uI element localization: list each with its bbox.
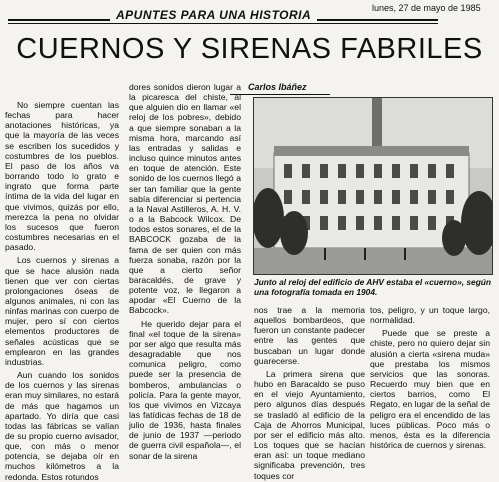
article-paragraph: Los cuernos y sirenas a que se hace alusión nada tienen que ver con ciertas prolongaciones óseas de algunos animales, ni con las ninfas marinas con cuerpo de mujer, pero sí con ciertos elementos productores de señales acústicas que se emplearon en las grandes industrias. [5,255,119,367]
article-paragraph: Aun cuando los sonidos de los cuernos y las sirenas eran muy similares, no estará de más que hagamos un apartado. Yo diría que casi todas las fábricas se valían de su propio cuerno avisador, que, con más o menor potencia, se dejaba oír en muchos kilómetros a la redonda. Estos rotundos [5,370,119,482]
article-column-2 [129,82,241,461]
historic-building-photo [253,97,493,275]
header-rule-thin [8,23,438,24]
article-paragraph: La primera sirena que hubo en Baracaldo se puso en el viejo Ayuntamiento, pero algunos días después se trasladó al edificio de la Caja de Ahorros Municipal, por ser el edificio más alto. Los toques que se hacían eran así: un toque mediano significaba prevención, tres toques cor [254,368,365,481]
article-paragraph: dores sonidos dieron lugar a la picaresca del chiste, al que alguien dio en llamar «el reloj de los pobres», debido a que siempre sonaban a la misma hora, marcando así las entradas y salidas e incluso quince minutos antes en toque de atención. Este sonido de los cuernos llegó a ser tan familiar que la gente sabía diferenciar si pertencia a la Naval Astilleros, A. H. V. o a la Babcock Wilcox. De todos estos sonares, el de la BABCOCK gozaba de la fama de ser quien con más fuerza sonaba, razón por la que a cierto señor baracaldés, de grave y potente voz, le llegaron a apodar «El Cuerno de la Babcock». [129,82,241,316]
byline-rule [230,94,330,95]
building-photo-image [254,98,492,274]
article-paragraph: nos trae a la memoria aquellos bombardeos, que fueron un constante padecer entre las gentes que buscaban un lugar donde guarecerse. [254,305,365,366]
article-column-1 [5,100,119,482]
photo-caption: Junto al reloj del edificio de AHV estaba el «cuerno», según una fotografía tomada en 1904. [254,277,492,297]
article-title: CUERNOS Y SIRENAS FABRILES [16,33,483,65]
article-paragraph: He querido dejar para el final «el toque de la sirena» por ser algo que resulta más desagradable que nos comunica peligro, como puede ser la presencia de bomberos, ambulancias o policía. Para la gente mayor, los que vivimos en Vizcaya las fatídicas fechas de 18 de julio de 1936, hasta finales de junio de 1937 —periodo de guerra civil española—, el sonar de la sirena [129,318,241,461]
article-paragraph: Puede que se preste a chiste, pero no quiero dejar sin alusión a cierta «sirena muda» que prestaba los mismos servicios que las sonoras. Recuerdo muy bien que en ciertos barrios, como El Regato, en lugar de la señal de peligro era el encendido de las luces públicas. Poco más o menos, ésta es la diferencia histórica de cuernos y sirenas. [370,328,490,451]
article-column-3 [254,305,365,481]
article-paragraph: tos, peligro, y un toque largo, normalidad. [370,305,490,326]
page-header [0,0,499,30]
article-paragraph: No siempre cuentan las fechas para hacer anotaciones históricas, ya que la mayoría de las veces se escriben los sucedidos y costumbres de los pueblos. El paso de los años va borrando todo lo grato e ingrato que forma parte íntima de la vida del lugar en que vivimos, quizás por ello, merezca la pena no olvidar los sucesos que fueron costumbres necesarias en el pasado. [5,100,119,253]
publication-date: lunes, 27 de mayo de 1985 [372,3,481,13]
article-author: Carlos Ibáñez [248,82,307,92]
article-column-4 [370,305,490,450]
section-title: APUNTES PARA UNA HISTORIA [110,8,317,22]
